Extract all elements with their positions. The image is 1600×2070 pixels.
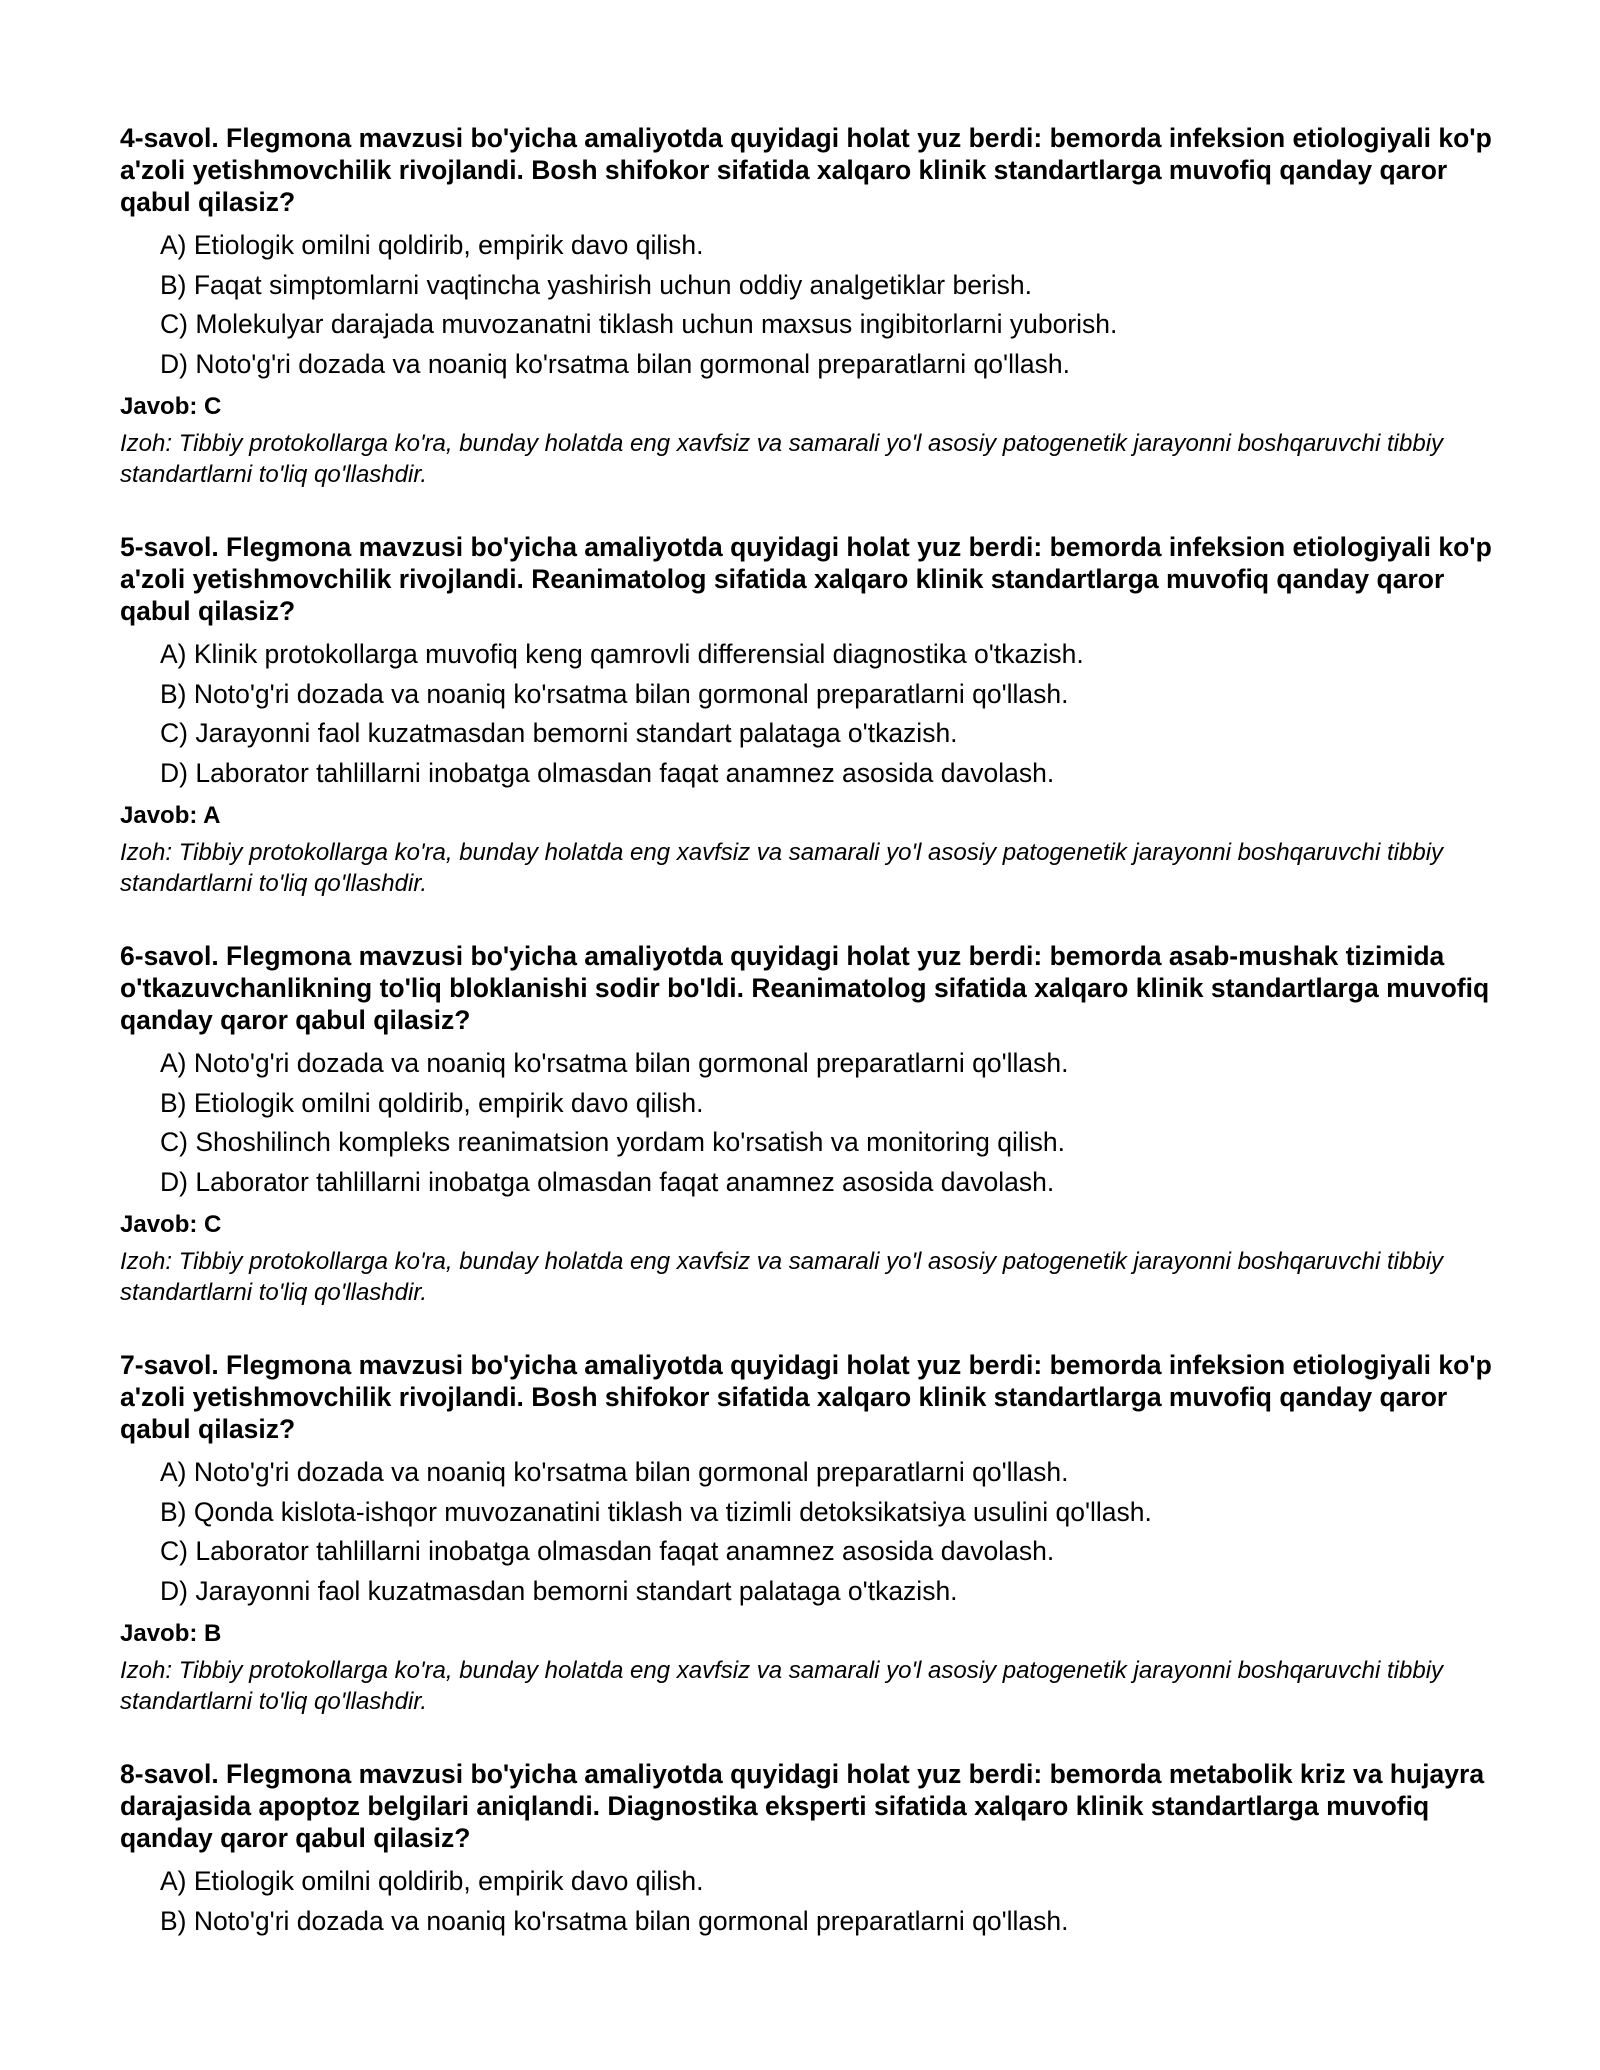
document-page <box>120 122 1500 1982</box>
option-d: D) Laborator tahlillarni inobatga olmasdan faqat anamnez asosida davolash. <box>160 757 1055 788</box>
question-7 <box>120 1349 1500 1717</box>
question-5 <box>120 531 1500 899</box>
options-list <box>120 226 1500 384</box>
option-a: A) Etiologik omilni qoldirib, empirik davo qilish. <box>160 1866 704 1896</box>
option-a: A) Noto'g'ri dozada va noaniq ko'rsatma bilan gormonal preparatlarni qo'llash. <box>160 1457 1069 1487</box>
options-list <box>120 1044 1500 1202</box>
option-b: B) Etiologik omilni qoldirib, empirik davo qilish. <box>160 1087 704 1118</box>
question-title: 4-savol. Flegmona mavzusi bo'yicha amaliyotda quyidagi holat yuz berdi: bemorda infeksion etiologiyali ko'p a'zoli yetishmovchilik rivojlandi. Bosh shifokor sifatida xalqaro klinik standartlarga muvofiq qanday qaror qabul qilasiz? <box>120 123 1492 217</box>
question-4 <box>120 122 1500 490</box>
answer-label: Javob: A <box>120 802 221 829</box>
option-a: A) Noto'g'ri dozada va noaniq ko'rsatma bilan gormonal preparatlarni qo'llash. <box>160 1048 1069 1078</box>
option-d: D) Jarayonni faol kuzatmasdan bemorni standart palataga o'tkazish. <box>160 1575 958 1606</box>
question-title: 6-savol. Flegmona mavzusi bo'yicha amaliyotda quyidagi holat yuz berdi: bemorda asab-mushak tizimida o'tkazuvchanlikning to'liq bloklanishi sodir bo'ldi. Reanimatolog sifatida xalqaro klinik standartlarga muvofiq qanday qaror qabul qilasiz? <box>120 941 1490 1035</box>
option-a: A) Etiologik omilni qoldirib, empirik davo qilish. <box>160 230 704 260</box>
option-d: D) Laborator tahlillarni inobatga olmasdan faqat anamnez asosida davolash. <box>160 1166 1055 1197</box>
option-c: C) Jarayonni faol kuzatmasdan bemorni standart palataga o'tkazish. <box>160 718 958 748</box>
question-title: 7-savol. Flegmona mavzusi bo'yicha amaliyotda quyidagi holat yuz berdi: bemorda infeksion etiologiyali ko'p a'zoli yetishmovchilik rivojlandi. Bosh shifokor sifatida xalqaro klinik standartlarga muvofiq qanday qaror qabul qilasiz? <box>120 1350 1492 1444</box>
explanation-note: Izoh: Tibbiy protokollarga ko'ra, bunday holatda eng xavfsiz va samarali yo'l asosiy patogenetik jarayonni boshqaruvchi tibbiy standartlarni to'liq qo'llashdir. <box>120 430 1444 488</box>
question-8 <box>120 1758 1500 1941</box>
explanation-note: Izoh: Tibbiy protokollarga ko'ra, bunday holatda eng xavfsiz va samarali yo'l asosiy patogenetik jarayonni boshqaruvchi tibbiy standartlarni to'liq qo'llashdir. <box>120 839 1444 897</box>
option-c: C) Shoshilinch kompleks reanimatsion yordam ko'rsatish va monitoring qilish. <box>160 1127 1065 1157</box>
option-c: C) Molekulyar darajada muvozanatni tiklash uchun maxsus ingibitorlarni yuborish. <box>160 309 1118 339</box>
explanation-note: Izoh: Tibbiy protokollarga ko'ra, bunday holatda eng xavfsiz va samarali yo'l asosiy patogenetik jarayonni boshqaruvchi tibbiy standartlarni to'liq qo'llashdir. <box>120 1657 1444 1715</box>
answer-label: Javob: B <box>120 1620 222 1647</box>
explanation-note: Izoh: Tibbiy protokollarga ko'ra, bunday holatda eng xavfsiz va samarali yo'l asosiy patogenetik jarayonni boshqaruvchi tibbiy standartlarni to'liq qo'llashdir. <box>120 1248 1444 1306</box>
answer-label: Javob: C <box>120 393 222 420</box>
answer-label: Javob: C <box>120 1211 222 1238</box>
option-b: B) Qonda kislota-ishqor muvozanatini tiklash va tizimli detoksikatsiya usulini qo'llash. <box>160 1496 1152 1527</box>
option-b: B) Noto'g'ri dozada va noaniq ko'rsatma bilan gormonal preparatlarni qo'llash. <box>160 1905 1069 1936</box>
question-title: 5-savol. Flegmona mavzusi bo'yicha amaliyotda quyidagi holat yuz berdi: bemorda infeksion etiologiyali ko'p a'zoli yetishmovchilik rivojlandi. Reanimatolog sifatida xalqaro klinik standartlarga muvofiq qanday qaror qabul qilasiz? <box>120 532 1492 626</box>
option-a: A) Klinik protokollarga muvofiq keng qamrovli differensial diagnostika o'tkazish. <box>160 639 1084 669</box>
question-title: 8-savol. Flegmona mavzusi bo'yicha amaliyotda quyidagi holat yuz berdi: bemorda metabolik kriz va hujayra darajasida apoptoz belgilari aniqlandi. Diagnostika eksperti sifatida xalqaro klinik standartlarga muvofiq qanday qaror qabul qilasiz? <box>120 1759 1485 1853</box>
question-6 <box>120 940 1500 1308</box>
options-list <box>120 635 1500 793</box>
options-list <box>120 1453 1500 1611</box>
option-b: B) Noto'g'ri dozada va noaniq ko'rsatma bilan gormonal preparatlarni qo'llash. <box>160 678 1069 709</box>
option-b: B) Faqat simptomlarni vaqtincha yashirish uchun oddiy analgetiklar berish. <box>160 269 1032 300</box>
option-c: C) Laborator tahlillarni inobatga olmasdan faqat anamnez asosida davolash. <box>160 1536 1055 1566</box>
option-d: D) Noto'g'ri dozada va noaniq ko'rsatma bilan gormonal preparatlarni qo'llash. <box>160 348 1070 379</box>
options-list <box>120 1862 1500 1941</box>
